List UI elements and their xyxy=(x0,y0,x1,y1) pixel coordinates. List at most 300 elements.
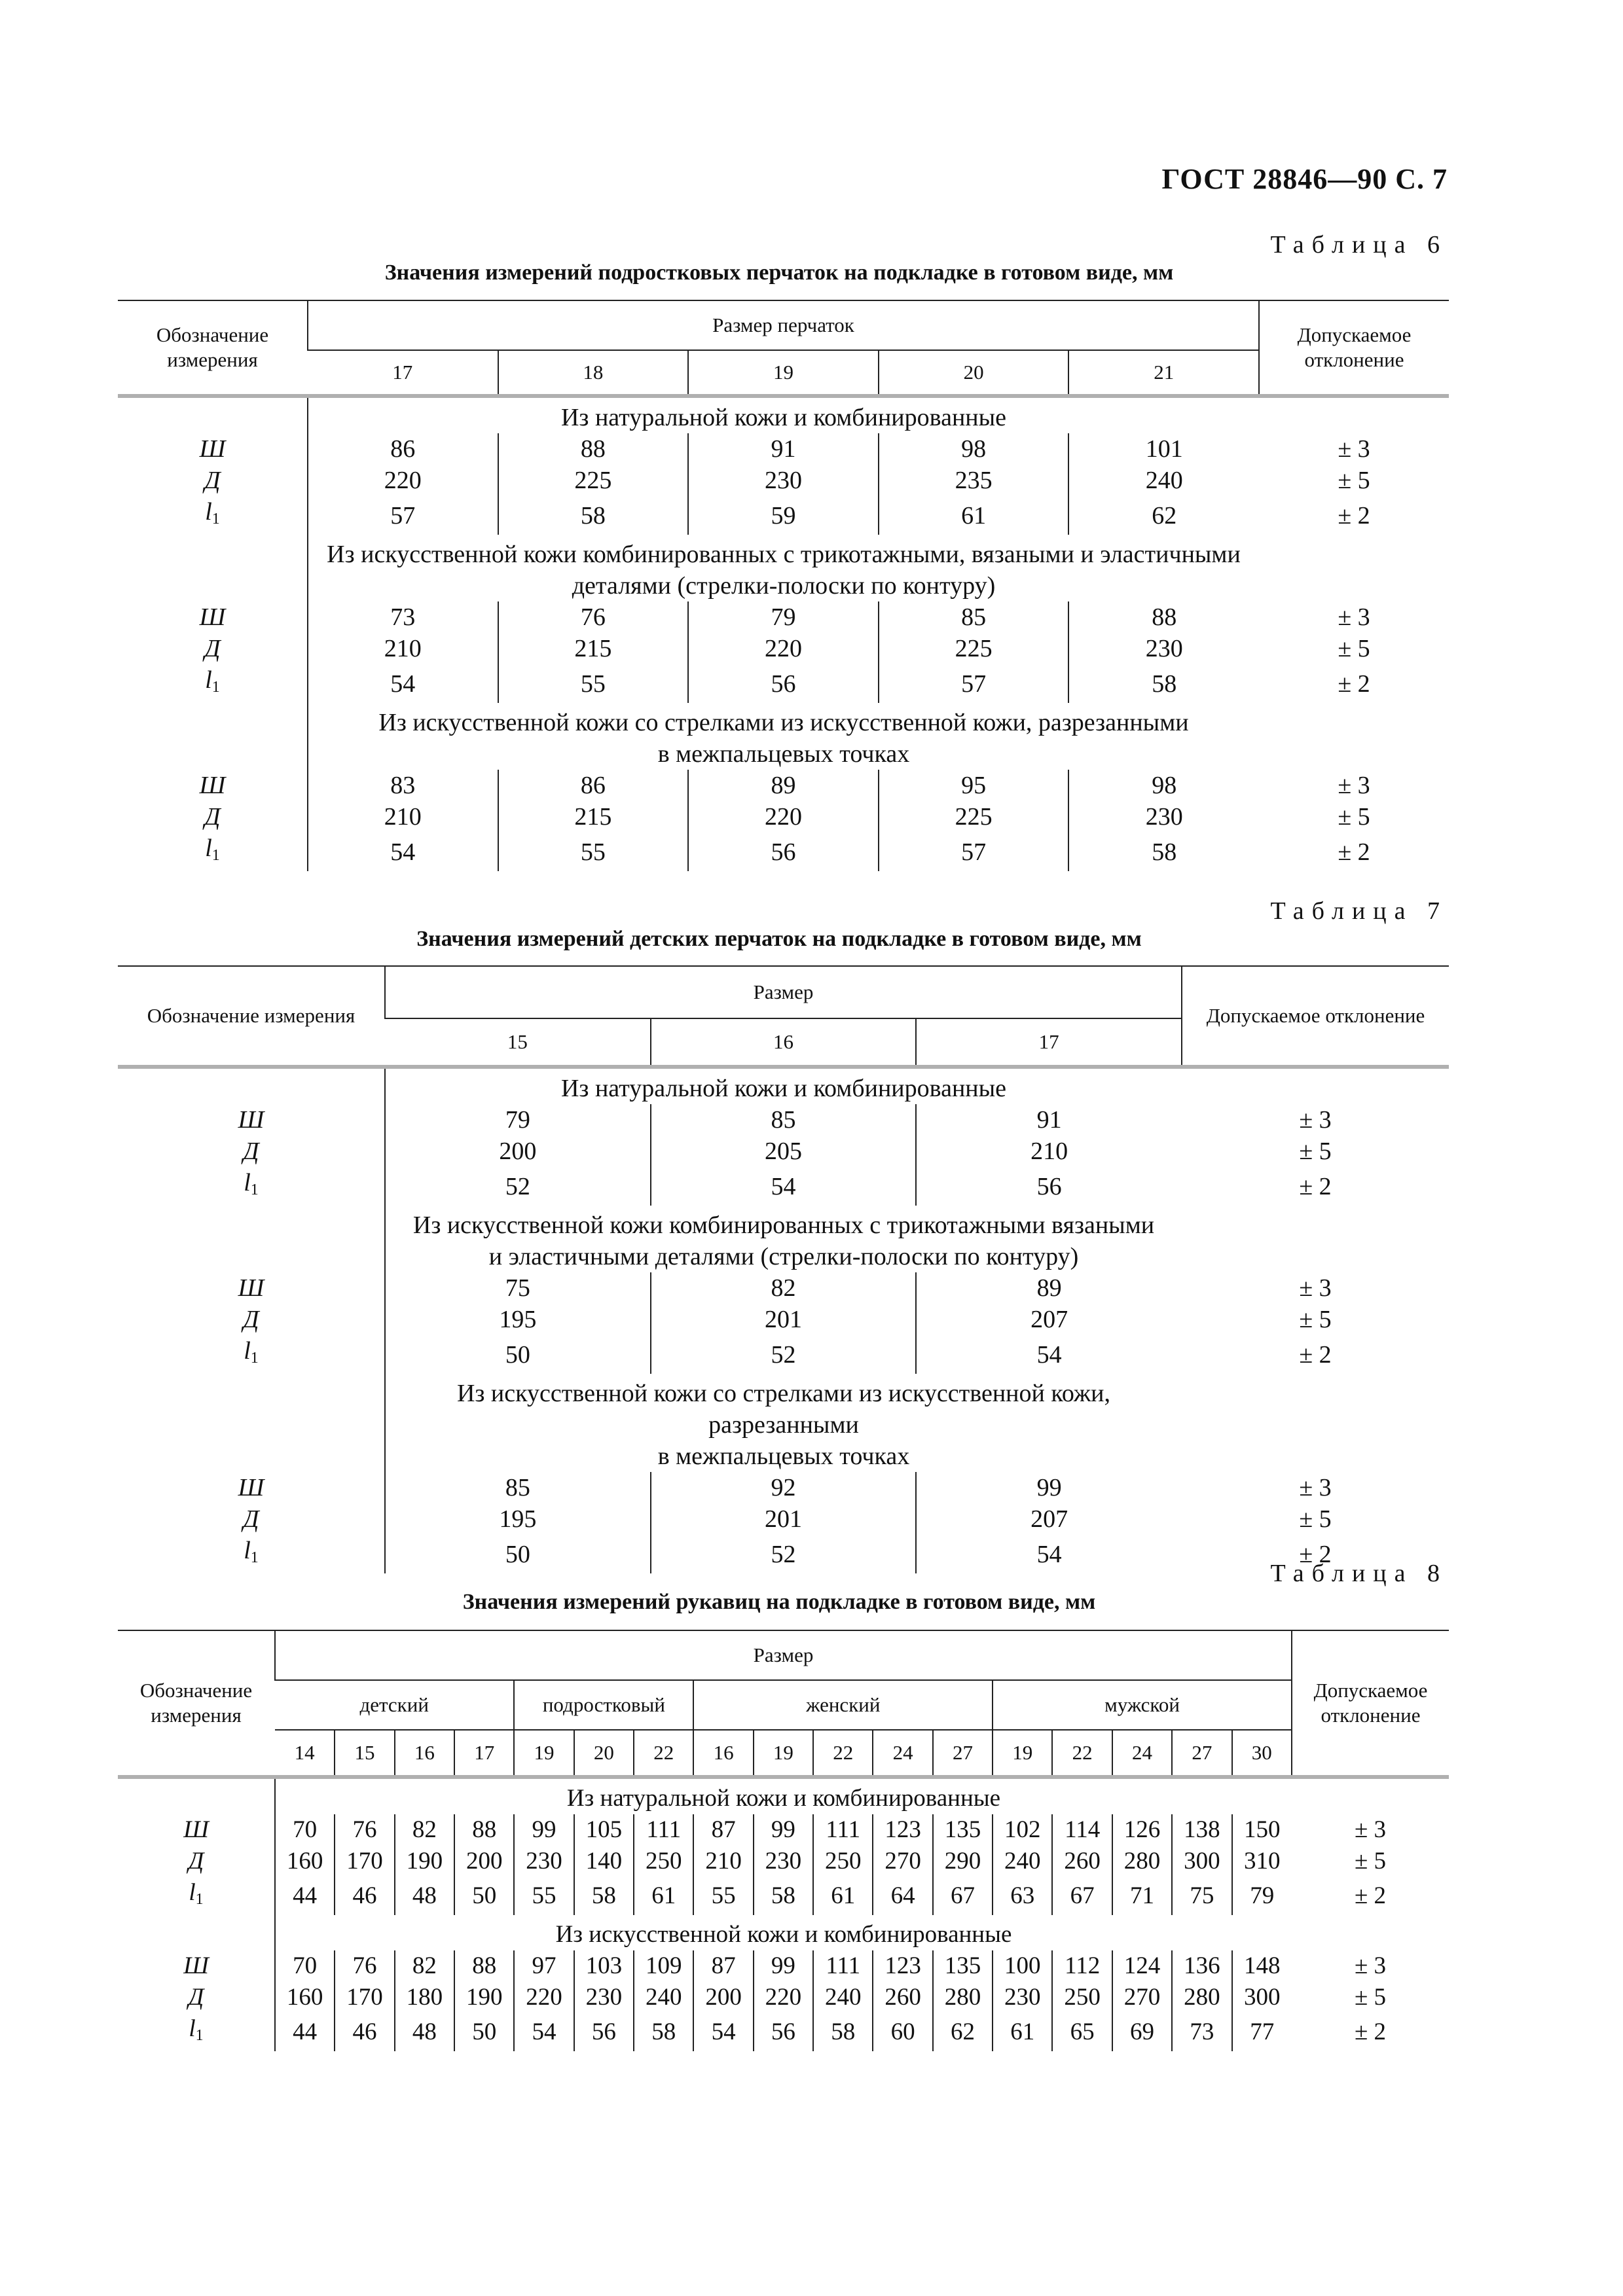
group-title-line: деталями (стрелки-полоски по контуру) xyxy=(572,572,996,600)
value-cell: 54 xyxy=(651,1167,917,1206)
value-cell: 210 xyxy=(308,633,498,664)
value-cell: 58 xyxy=(754,1877,813,1915)
value-cell: 170 xyxy=(335,1982,394,2013)
measurement-symbol: $l_1$ xyxy=(189,1879,204,1908)
value-cell: 160 xyxy=(275,1982,335,2013)
value-cell: 290 xyxy=(933,1846,993,1877)
value-cell: 114 xyxy=(1052,1814,1112,1846)
size-col: 27 xyxy=(933,1730,993,1777)
value-cell: 111 xyxy=(813,1814,873,1846)
blank-cell xyxy=(1259,535,1449,601)
value-cell: 82 xyxy=(395,1814,454,1846)
value-cell: 195 xyxy=(385,1503,651,1535)
blank-cell xyxy=(1259,398,1449,433)
value-cell: 61 xyxy=(879,496,1069,535)
value-cell: 44 xyxy=(275,1877,335,1915)
size-header: Размер xyxy=(275,1630,1292,1680)
size-col: 15 xyxy=(385,1018,651,1067)
value-cell: 52 xyxy=(385,1167,651,1206)
value-cell: 230 xyxy=(574,1982,634,2013)
value-cell: 260 xyxy=(873,1982,932,2013)
value-cell: 201 xyxy=(651,1304,917,1335)
category-header: мужской xyxy=(993,1680,1292,1730)
value-cell: 99 xyxy=(514,1814,574,1846)
blank-cell xyxy=(118,1374,385,1472)
value-cell: 82 xyxy=(651,1272,917,1304)
table-8-header xyxy=(118,1630,1449,1779)
value-cell: 54 xyxy=(308,833,498,871)
value-cell: 88 xyxy=(454,1814,514,1846)
value-cell: 55 xyxy=(498,833,689,871)
value-cell: 123 xyxy=(873,1950,932,1982)
size-col: 16 xyxy=(651,1018,917,1067)
deviation-cell: ± 2 xyxy=(1299,1540,1332,1568)
value-cell: 97 xyxy=(514,1950,574,1982)
group-title-row xyxy=(118,535,1449,601)
value-cell: 220 xyxy=(308,465,498,496)
value-cell: 111 xyxy=(813,1950,873,1982)
value-cell: 270 xyxy=(873,1846,932,1877)
size-col: 27 xyxy=(1172,1730,1231,1777)
group-title xyxy=(308,398,1259,433)
value-cell: 138 xyxy=(1172,1814,1231,1846)
group-title-row xyxy=(118,1915,1449,1950)
blank-cell xyxy=(1182,1206,1449,1272)
size-col: 24 xyxy=(1112,1730,1172,1777)
size-col: 17 xyxy=(916,1018,1182,1067)
value-cell: 205 xyxy=(651,1136,917,1167)
measurement-symbol: Ш xyxy=(238,1474,264,1501)
value-cell: 61 xyxy=(813,1877,873,1915)
value-cell: 300 xyxy=(1172,1846,1231,1877)
value-cell: 126 xyxy=(1112,1814,1172,1846)
measurement-symbol: Д xyxy=(204,467,221,494)
category-header: подростковый xyxy=(514,1680,693,1730)
value-cell: 54 xyxy=(916,1535,1182,1573)
table-row xyxy=(118,1272,1449,1304)
blank-cell xyxy=(1259,703,1449,770)
value-cell: 195 xyxy=(385,1304,651,1335)
value-cell: 71 xyxy=(1112,1877,1172,1915)
measurement-symbol: Д xyxy=(243,1138,259,1165)
group-title-row xyxy=(118,703,1449,770)
group-title xyxy=(385,1069,1182,1104)
group-title xyxy=(308,535,1259,601)
measurement-symbol: Д xyxy=(243,1306,259,1333)
table-row xyxy=(118,633,1449,664)
group-title-row xyxy=(118,398,1449,433)
value-cell: 89 xyxy=(916,1272,1182,1304)
value-cell: 59 xyxy=(688,496,879,535)
size-col: 19 xyxy=(993,1730,1052,1777)
size-col: 22 xyxy=(634,1730,693,1777)
table-7-body xyxy=(118,1069,1449,1573)
table-row xyxy=(118,601,1449,633)
table-row xyxy=(118,770,1449,801)
value-cell: 220 xyxy=(514,1982,574,2013)
value-cell: 60 xyxy=(873,2013,932,2051)
value-cell: 67 xyxy=(1052,1877,1112,1915)
value-cell: 85 xyxy=(651,1104,917,1136)
value-cell: 57 xyxy=(879,833,1069,871)
size-col: 17 xyxy=(454,1730,514,1777)
deviation-cell: ± 2 xyxy=(1354,2018,1387,2045)
value-cell: 300 xyxy=(1232,1982,1292,2013)
group-title xyxy=(308,703,1259,770)
group-title-row xyxy=(118,1374,1449,1472)
value-cell: 48 xyxy=(395,2013,454,2051)
value-cell: 55 xyxy=(498,664,689,703)
value-cell: 58 xyxy=(574,1877,634,1915)
value-cell: 54 xyxy=(308,664,498,703)
value-cell: 99 xyxy=(754,1950,813,1982)
group-title-line: Из натуральной кожи и комбинированные xyxy=(560,404,1007,431)
value-cell: 56 xyxy=(688,664,879,703)
value-cell: 101 xyxy=(1068,433,1259,465)
category-header: женский xyxy=(693,1680,993,1730)
deviation-cell: ± 3 xyxy=(1338,435,1370,463)
size-header: Размер перчаток xyxy=(308,300,1259,350)
value-cell: 58 xyxy=(1068,664,1259,703)
value-cell: 76 xyxy=(335,1950,394,1982)
measurement-symbol: $l_1$ xyxy=(205,498,220,528)
table-row xyxy=(118,1167,1449,1206)
value-cell: 215 xyxy=(498,801,689,833)
value-cell: 210 xyxy=(308,801,498,833)
measurement-symbol: Д xyxy=(204,803,221,831)
deviation-cell: ± 2 xyxy=(1354,1882,1387,1909)
value-cell: 57 xyxy=(879,664,1069,703)
deviation-cell: ± 2 xyxy=(1338,838,1370,866)
group-title-line: Из натуральной кожи и комбинированные xyxy=(560,1075,1007,1102)
page-header: ГОСТ 28846—90 С. 7 xyxy=(1161,163,1448,195)
value-cell: 280 xyxy=(1172,1982,1231,2013)
deviation-cell: ± 5 xyxy=(1299,1505,1332,1533)
value-cell: 310 xyxy=(1232,1846,1292,1877)
deviation-cell: ± 5 xyxy=(1299,1138,1332,1165)
value-cell: 50 xyxy=(385,1335,651,1374)
measurement-symbol: $l_1$ xyxy=(244,1169,259,1198)
size-col: 14 xyxy=(275,1730,335,1777)
value-cell: 70 xyxy=(275,1950,335,1982)
size-col: 24 xyxy=(873,1730,932,1777)
size-col: 19 xyxy=(688,350,879,396)
table-row xyxy=(118,1814,1449,1846)
deviation-cell: ± 5 xyxy=(1338,635,1370,662)
value-cell: 270 xyxy=(1112,1982,1172,2013)
value-cell: 75 xyxy=(385,1272,651,1304)
value-cell: 225 xyxy=(879,633,1069,664)
table-8 xyxy=(118,1630,1449,2051)
value-cell: 58 xyxy=(1068,833,1259,871)
value-cell: 200 xyxy=(693,1982,753,2013)
table-row xyxy=(118,1877,1449,1915)
group-title-line: Из искусственной кожи комбинированных с трикотажными, вязаными и эластичными xyxy=(327,541,1241,568)
group-title-row xyxy=(118,1779,1449,1814)
value-cell: 210 xyxy=(916,1136,1182,1167)
table-row xyxy=(118,496,1449,535)
value-cell: 135 xyxy=(933,1950,993,1982)
deviation-cell: ± 3 xyxy=(1299,1106,1332,1134)
measurement-symbol: Д xyxy=(243,1505,259,1533)
table-row xyxy=(118,833,1449,871)
value-cell: 69 xyxy=(1112,2013,1172,2051)
value-cell: 201 xyxy=(651,1503,917,1535)
value-cell: 85 xyxy=(385,1472,651,1503)
value-cell: 98 xyxy=(879,433,1069,465)
group-title-line: Из искусственной кожи со стрелками из искусственной кожи, разрезанными xyxy=(378,709,1189,736)
size-col: 16 xyxy=(395,1730,454,1777)
table-row xyxy=(118,465,1449,496)
measurement-symbol: Д xyxy=(188,1848,204,1874)
measurement-symbol: $l_1$ xyxy=(205,666,220,696)
table-row xyxy=(118,1950,1449,1982)
deviation-cell: ± 2 xyxy=(1299,1172,1332,1200)
value-cell: 140 xyxy=(574,1846,634,1877)
value-cell: 230 xyxy=(754,1846,813,1877)
value-cell: 56 xyxy=(916,1167,1182,1206)
blank-cell xyxy=(1292,1779,1449,1814)
table-6-title: Значения измерений подростковых перчаток на подкладке в готовом виде, мм xyxy=(384,260,1174,285)
table-6-header xyxy=(118,300,1449,398)
size-col: 21 xyxy=(1068,350,1259,396)
table-row xyxy=(118,2013,1449,2051)
value-cell: 91 xyxy=(916,1104,1182,1136)
value-cell: 70 xyxy=(275,1814,335,1846)
value-cell: 73 xyxy=(308,601,498,633)
deviation-cell: ± 5 xyxy=(1354,1848,1387,1874)
size-col: 22 xyxy=(1052,1730,1112,1777)
value-cell: 207 xyxy=(916,1503,1182,1535)
group-title xyxy=(385,1206,1182,1272)
value-cell: 102 xyxy=(993,1814,1052,1846)
table-row xyxy=(118,1982,1449,2013)
table-7-title: Значения измерений детских перчаток на подкладке в готовом виде, мм xyxy=(416,927,1142,951)
table-6-body xyxy=(118,398,1449,871)
value-cell: 46 xyxy=(335,2013,394,2051)
value-cell: 210 xyxy=(693,1846,753,1877)
blank-cell xyxy=(118,1779,275,1814)
size-col: 17 xyxy=(308,350,498,396)
value-cell: 99 xyxy=(754,1814,813,1846)
value-cell: 260 xyxy=(1052,1846,1112,1877)
deviation-cell: ± 5 xyxy=(1338,803,1370,831)
value-cell: 280 xyxy=(933,1982,993,2013)
value-cell: 58 xyxy=(498,496,689,535)
table-row xyxy=(118,1535,1449,1573)
value-cell: 62 xyxy=(1068,496,1259,535)
value-cell: 79 xyxy=(688,601,879,633)
value-cell: 56 xyxy=(574,2013,634,2051)
table-row xyxy=(118,1472,1449,1503)
designation-header: Обозначение измерения xyxy=(156,323,269,371)
value-cell: 105 xyxy=(574,1814,634,1846)
value-cell: 235 xyxy=(879,465,1069,496)
value-cell: 240 xyxy=(993,1846,1052,1877)
value-cell: 160 xyxy=(275,1846,335,1877)
table-row xyxy=(118,1846,1449,1877)
deviation-cell: ± 2 xyxy=(1299,1340,1332,1369)
value-cell: 215 xyxy=(498,633,689,664)
value-cell: 76 xyxy=(498,601,689,633)
value-cell: 44 xyxy=(275,2013,335,2051)
size-header: Размер xyxy=(385,966,1182,1018)
measurement-symbol: $l_1$ xyxy=(244,1337,259,1367)
value-cell: 79 xyxy=(1232,1877,1292,1915)
value-cell: 67 xyxy=(933,1877,993,1915)
blank-cell xyxy=(118,1206,385,1272)
value-cell: 190 xyxy=(395,1846,454,1877)
table-8-title: Значения измерений рукавиц на подкладке в готовом виде, мм xyxy=(462,1590,1096,1614)
value-cell: 220 xyxy=(754,1982,813,2013)
group-title-row xyxy=(118,1206,1449,1272)
value-cell: 250 xyxy=(1052,1982,1112,2013)
table-row xyxy=(118,1136,1449,1167)
value-cell: 48 xyxy=(395,1877,454,1915)
value-cell: 111 xyxy=(634,1814,693,1846)
group-title-line: в межпальцевых точках xyxy=(657,1443,910,1470)
value-cell: 240 xyxy=(634,1982,693,2013)
blank-cell xyxy=(1292,1915,1449,1950)
size-col: 19 xyxy=(754,1730,813,1777)
value-cell: 57 xyxy=(308,496,498,535)
value-cell: 55 xyxy=(693,1877,753,1915)
designation-header: Обозначение измерения xyxy=(139,1679,253,1727)
value-cell: 240 xyxy=(813,1982,873,2013)
measurement-symbol: Ш xyxy=(183,1816,209,1843)
group-title-line: в межпальцевых точках xyxy=(657,740,910,768)
value-cell: 65 xyxy=(1052,2013,1112,2051)
value-cell: 230 xyxy=(993,1982,1052,2013)
value-cell: 63 xyxy=(993,1877,1052,1915)
designation-header: Обозначение измерения xyxy=(147,1004,356,1027)
size-col: 16 xyxy=(693,1730,753,1777)
size-col: 20 xyxy=(574,1730,634,1777)
value-cell: 76 xyxy=(335,1814,394,1846)
value-cell: 73 xyxy=(1172,2013,1231,2051)
table-7 xyxy=(118,965,1449,1573)
deviation-cell: ± 5 xyxy=(1338,467,1370,494)
group-title-line: Из искусственной кожи комбинированных с трикотажными вязаными xyxy=(412,1211,1155,1239)
value-cell: 150 xyxy=(1232,1814,1292,1846)
blank-cell xyxy=(118,535,308,601)
blank-cell xyxy=(1182,1069,1449,1104)
size-col: 15 xyxy=(335,1730,394,1777)
value-cell: 62 xyxy=(933,2013,993,2051)
category-header: детский xyxy=(275,1680,514,1730)
size-col: 30 xyxy=(1232,1730,1292,1777)
measurement-symbol: Ш xyxy=(199,772,226,799)
size-col: 20 xyxy=(879,350,1069,396)
value-cell: 82 xyxy=(395,1950,454,1982)
value-cell: 61 xyxy=(634,1877,693,1915)
value-cell: 103 xyxy=(574,1950,634,1982)
value-cell: 86 xyxy=(498,770,689,801)
value-cell: 89 xyxy=(688,770,879,801)
measurement-symbol: Ш xyxy=(183,1952,209,1979)
measurement-symbol: Ш xyxy=(238,1106,264,1134)
measurement-symbol: $l_1$ xyxy=(189,2015,204,2044)
value-cell: 56 xyxy=(754,2013,813,2051)
value-cell: 280 xyxy=(1112,1846,1172,1877)
value-cell: 148 xyxy=(1232,1950,1292,1982)
table-7-label: Таблица 7 xyxy=(1270,897,1448,925)
value-cell: 77 xyxy=(1232,2013,1292,2051)
deviation-cell: ± 3 xyxy=(1338,772,1370,799)
value-cell: 180 xyxy=(395,1982,454,2013)
measurement-symbol: Ш xyxy=(199,603,226,631)
value-cell: 91 xyxy=(688,433,879,465)
blank-cell xyxy=(118,398,308,433)
value-cell: 124 xyxy=(1112,1950,1172,1982)
value-cell: 88 xyxy=(454,1950,514,1982)
group-title-line: Из натуральной кожи и комбинированные xyxy=(566,1785,1001,1812)
measurement-symbol: $l_1$ xyxy=(205,834,220,864)
blank-cell xyxy=(118,1069,385,1104)
table-8-body xyxy=(118,1779,1449,2051)
measurement-symbol: Ш xyxy=(238,1274,264,1302)
value-cell: 225 xyxy=(879,801,1069,833)
measurement-symbol: Ш xyxy=(199,435,226,463)
group-title xyxy=(275,1915,1292,1950)
value-cell: 109 xyxy=(634,1950,693,1982)
value-cell: 54 xyxy=(916,1335,1182,1374)
value-cell: 75 xyxy=(1172,1877,1231,1915)
table-8-label: Таблица 8 xyxy=(1270,1560,1448,1587)
value-cell: 58 xyxy=(813,2013,873,2051)
value-cell: 230 xyxy=(1068,633,1259,664)
deviation-cell: ± 2 xyxy=(1338,501,1370,529)
deviation-cell: ± 3 xyxy=(1338,603,1370,631)
value-cell: 54 xyxy=(693,2013,753,2051)
group-title-line: и эластичными деталями (стрелки-полоски по контуру) xyxy=(488,1243,1079,1270)
value-cell: 61 xyxy=(993,2013,1052,2051)
value-cell: 207 xyxy=(916,1304,1182,1335)
value-cell: 200 xyxy=(385,1136,651,1167)
value-cell: 220 xyxy=(688,633,879,664)
deviation-cell: ± 2 xyxy=(1338,670,1370,698)
value-cell: 46 xyxy=(335,1877,394,1915)
value-cell: 99 xyxy=(916,1472,1182,1503)
deviation-cell: ± 3 xyxy=(1299,1274,1332,1302)
group-title-line: Из искусственной кожи со стрелками из искусственной кожи, разрезанными xyxy=(456,1380,1111,1439)
measurement-symbol: $l_1$ xyxy=(244,1537,259,1566)
value-cell: 230 xyxy=(514,1846,574,1877)
value-cell: 50 xyxy=(454,2013,514,2051)
value-cell: 87 xyxy=(693,1814,753,1846)
deviation-header: Допускаемое отклонение xyxy=(1292,1630,1449,1777)
group-title xyxy=(275,1779,1292,1814)
value-cell: 135 xyxy=(933,1814,993,1846)
table-row xyxy=(118,1304,1449,1335)
value-cell: 83 xyxy=(308,770,498,801)
table-7-header xyxy=(118,965,1449,1069)
value-cell: 92 xyxy=(651,1472,917,1503)
value-cell: 64 xyxy=(873,1877,932,1915)
value-cell: 54 xyxy=(514,2013,574,2051)
size-col: 18 xyxy=(498,350,689,396)
table-row xyxy=(118,801,1449,833)
deviation-header: Допускаемое отклонение xyxy=(1182,966,1449,1067)
value-cell: 52 xyxy=(651,1335,917,1374)
deviation-cell: ± 3 xyxy=(1299,1474,1332,1501)
value-cell: 88 xyxy=(498,433,689,465)
value-cell: 87 xyxy=(693,1950,753,1982)
table-6 xyxy=(118,300,1449,871)
value-cell: 88 xyxy=(1068,601,1259,633)
value-cell: 250 xyxy=(813,1846,873,1877)
value-cell: 58 xyxy=(634,2013,693,2051)
